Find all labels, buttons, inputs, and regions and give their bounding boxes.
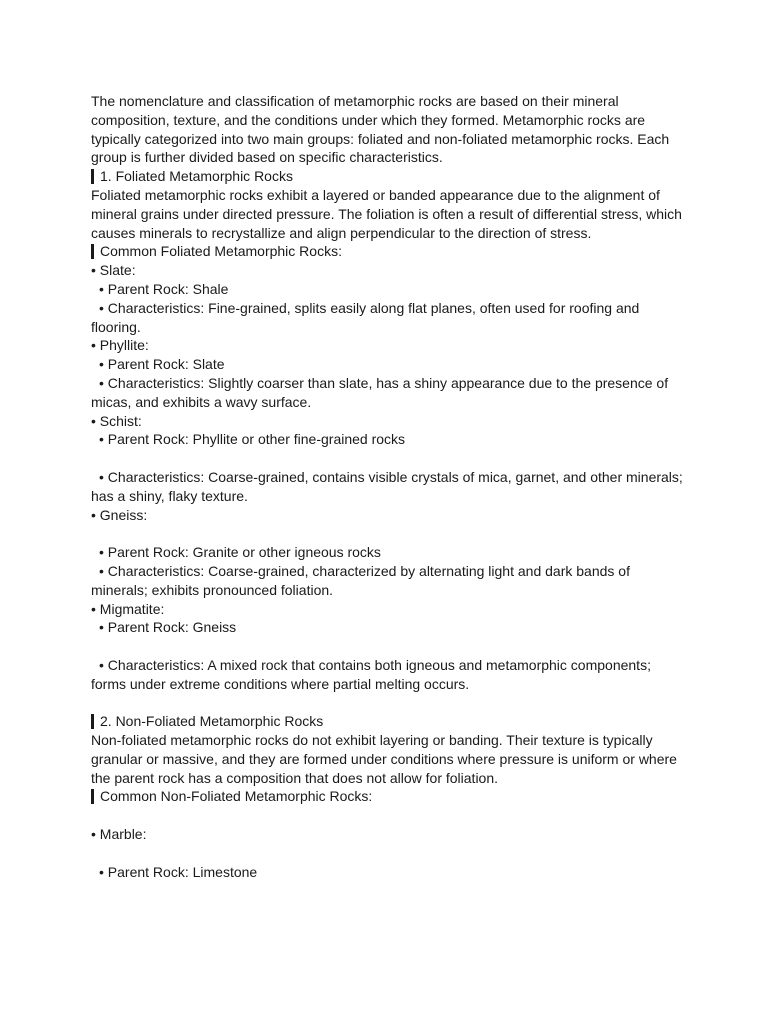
parent-rock-migmatite: • Parent Rock: Gneiss bbox=[99, 619, 237, 636]
heading-marker bbox=[91, 789, 94, 804]
spacer bbox=[91, 524, 683, 543]
characteristics-gneiss: • Characteristics: Coarse-grained, characterized by alternating light and dark bands of minerals; exhibits pronounced foliation. bbox=[91, 562, 634, 598]
subheading-common-non-foliated bbox=[91, 787, 683, 806]
rock-name-phyllite: • Phyllite: bbox=[91, 337, 149, 354]
spacer bbox=[91, 449, 683, 468]
section-heading-text: 2. Non-Foliated Metamorphic Rocks bbox=[100, 713, 324, 730]
parent-rock-gneiss: • Parent Rock: Granite or other igneous rocks bbox=[99, 544, 381, 561]
parent-rock-schist: • Parent Rock: Phyllite or other fine-grained rocks bbox=[99, 431, 406, 448]
characteristics-slate: • Characteristics: Fine-grained, splits easily along flat planes, often used for roofing and flooring. bbox=[91, 299, 644, 335]
rock-name-migmatite: • Migmatite: bbox=[91, 600, 165, 617]
parent-rock-phyllite: • Parent Rock: Slate bbox=[99, 356, 225, 373]
section-heading-text: 1. Foliated Metamorphic Rocks bbox=[100, 168, 293, 185]
rock-name-gneiss: • Gneiss: bbox=[91, 506, 148, 523]
rock-name-marble: • Marble: bbox=[91, 826, 147, 843]
characteristics-schist: • Characteristics: Coarse-grained, contains visible crystals of mica, garnet, and other minerals; has a shiny, flaky texture. bbox=[91, 468, 687, 504]
subheading-text: Common Foliated Metamorphic Rocks: bbox=[100, 243, 342, 260]
foliated-description: Foliated metamorphic rocks exhibit a layered or banded appearance due to the alignment of mineral grains under directed pressure. The foliation is often a result of differential stress, which causes minerals to recrystallize and align perpendicular to the direction of stress. bbox=[91, 186, 682, 241]
heading-marker bbox=[91, 169, 94, 184]
heading-marker bbox=[91, 714, 94, 729]
spacer bbox=[91, 844, 683, 863]
spacer bbox=[91, 694, 683, 713]
subheading-common-foliated bbox=[91, 242, 683, 261]
spacer bbox=[91, 806, 683, 825]
rock-name-schist: • Schist: bbox=[91, 412, 142, 429]
document-page bbox=[91, 92, 687, 881]
intro-paragraph: The nomenclature and classification of metamorphic rocks are based on their mineral composition, texture, and the conditions under which they formed. Metamorphic rocks are typically categorized into two main groups: foliated and non-foliated metamorphic rocks. Each group is further divided based on specific characteristics. bbox=[91, 93, 670, 166]
section-heading-non-foliated bbox=[91, 712, 683, 731]
parent-rock-marble: • Parent Rock: Limestone bbox=[99, 863, 258, 880]
rock-name-slate: • Slate: bbox=[91, 262, 136, 279]
characteristics-phyllite: • Characteristics: Slightly coarser than slate, has a shiny appearance due to the presence of micas, and exhibits a wavy surface. bbox=[91, 374, 672, 410]
section-heading-foliated bbox=[91, 167, 683, 186]
non-foliated-description: Non-foliated metamorphic rocks do not exhibit layering or banding. Their texture is typically granular or massive, and they are formed under conditions where pressure is uniform or where the parent rock has a composition that does not allow for foliation. bbox=[91, 732, 677, 786]
spacer bbox=[91, 637, 683, 656]
characteristics-migmatite: • Characteristics: A mixed rock that contains both igneous and metamorphic components; forms under extreme conditions where partial melting occurs. bbox=[91, 656, 655, 692]
subheading-text: Common Non-Foliated Metamorphic Rocks: bbox=[100, 788, 373, 805]
parent-rock-slate: • Parent Rock: Shale bbox=[99, 280, 229, 297]
heading-marker bbox=[91, 244, 94, 259]
